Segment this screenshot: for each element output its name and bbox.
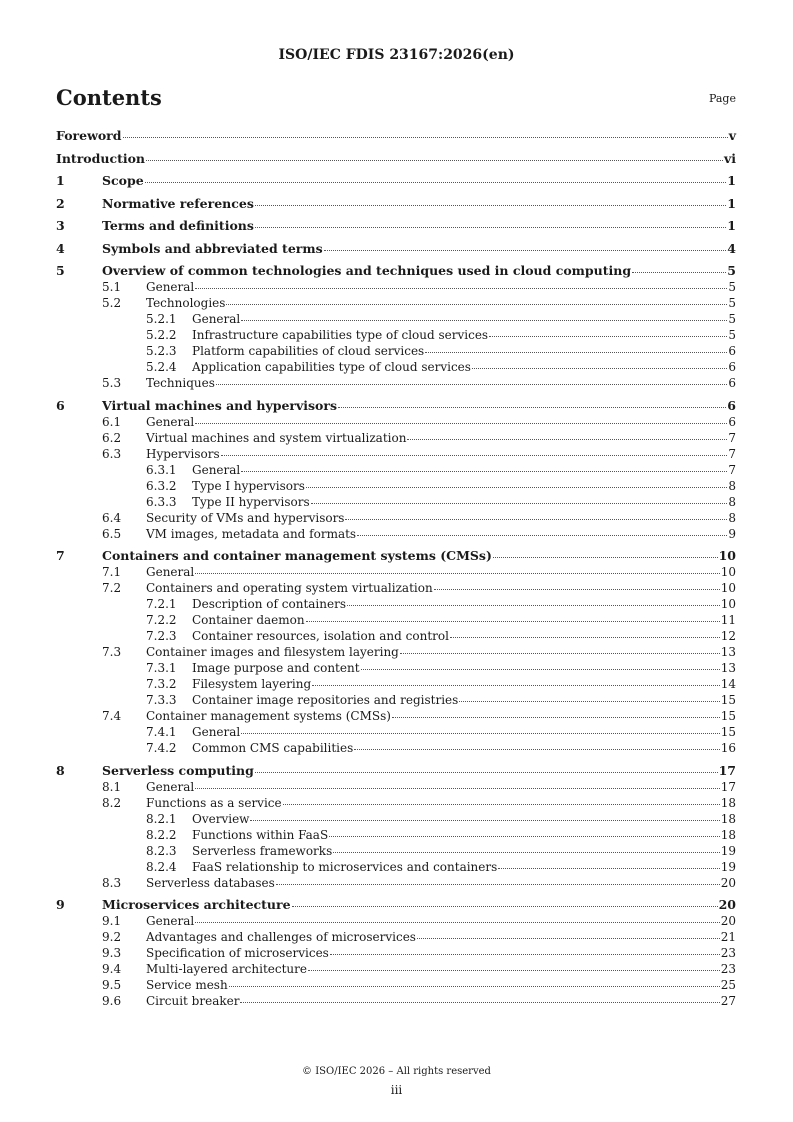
toc-entry[interactable]: [56, 897, 736, 913]
toc-entry-page: 20: [720, 875, 736, 890]
toc-entry-number: 7.4.2: [146, 741, 177, 755]
toc-entry-title: Type II hypervisors: [192, 494, 310, 509]
toc-entry-page: 4: [727, 240, 736, 256]
toc-entry-title: Virtual machines and system virtualization: [146, 430, 407, 445]
toc-entry-number: 5.2.2: [146, 328, 177, 342]
toc-entry-page: 19: [720, 859, 736, 874]
toc-entry[interactable]: [56, 708, 736, 724]
dot-leader: [292, 906, 718, 907]
toc-entry-title: Specification of microservices: [146, 946, 329, 960]
toc-entry[interactable]: [56, 218, 736, 234]
toc-entry-title: Filesystem layering: [192, 677, 312, 691]
toc-entry-page: 13: [720, 661, 736, 675]
toc-entry-page: 1: [727, 195, 736, 211]
toc-entry[interactable]: [56, 375, 736, 391]
dot-leader: [229, 986, 720, 987]
toc-entry[interactable]: [56, 446, 736, 462]
toc-entry-page: 10: [720, 597, 736, 611]
toc-entry-number: 9.1: [102, 914, 122, 928]
toc-entry-title: Advantages and challenges of microservices: [146, 930, 416, 944]
dot-leader: [425, 352, 727, 353]
toc-entry-page: 5: [727, 263, 736, 278]
toc-entry-title: Normative references: [102, 195, 254, 211]
dot-leader: [308, 970, 720, 971]
toc-entry[interactable]: [56, 843, 736, 859]
toc-entry-page: vi: [723, 150, 736, 166]
toc-entry-title: Serverless computing: [102, 762, 254, 778]
toc-entry[interactable]: [56, 795, 736, 811]
toc-entry-number: 1: [56, 173, 65, 188]
toc-entry[interactable]: [56, 359, 736, 375]
toc-entry-page: 10: [718, 548, 736, 563]
toc-entry-title: Functions as a service: [146, 795, 282, 810]
dot-leader: [632, 272, 726, 273]
toc-entry-page: 5: [728, 312, 736, 326]
toc-entry-title: General: [146, 914, 195, 928]
toc-entry-number: 7.1: [102, 565, 122, 579]
toc-entry-page: 17: [720, 779, 736, 794]
toc-entry[interactable]: [56, 151, 736, 167]
toc-entry[interactable]: [56, 929, 736, 945]
dot-leader: [434, 589, 720, 590]
dot-leader: [195, 288, 727, 289]
toc-entry-title: Image purpose and content: [192, 661, 360, 675]
dot-leader: [123, 137, 728, 138]
toc-entry-title: General: [146, 280, 195, 294]
toc-entry[interactable]: [56, 612, 736, 628]
dot-leader: [306, 487, 728, 488]
toc-entry[interactable]: [56, 660, 736, 676]
toc-entry-number: 9.5: [102, 978, 122, 992]
toc-entry-title: Platform capabilities of cloud services: [192, 344, 425, 358]
toc-entry-page: 6: [728, 376, 736, 390]
toc-entry[interactable]: [56, 414, 736, 430]
toc-entry-number: 9: [56, 897, 65, 912]
toc-entry-title: Container daemon: [192, 613, 305, 627]
toc-entry-number: 7.4: [102, 709, 122, 723]
toc-entry[interactable]: [56, 779, 736, 795]
toc-entry[interactable]: [56, 580, 736, 596]
toc-entry-page: 9: [728, 526, 736, 541]
toc-entry-number: 6.5: [102, 526, 122, 541]
toc-entry-page: 10: [720, 581, 736, 595]
toc-entry-page: 19: [720, 843, 736, 858]
toc-entry-number: 7.3.1: [146, 661, 177, 675]
toc-entry-page: 18: [720, 811, 736, 826]
toc-entry[interactable]: [56, 564, 736, 580]
toc-entry[interactable]: [56, 494, 736, 510]
dot-leader: [324, 250, 727, 251]
toc-entry-page: 5: [728, 328, 736, 342]
toc-entry-number: 7.4.1: [146, 725, 177, 739]
dot-leader: [255, 227, 726, 228]
toc-entry-number: 7: [56, 548, 65, 563]
toc-entry-page: 20: [718, 897, 736, 912]
toc-entry[interactable]: [56, 462, 736, 478]
toc-entry-number: 7.2.1: [146, 597, 177, 611]
toc-entry-title: VM images, metadata and formats: [146, 526, 357, 541]
dot-leader: [195, 423, 727, 424]
dot-leader: [241, 320, 727, 321]
dot-leader: [329, 836, 720, 837]
toc-entry-title: FaaS relationship to microservices and containers: [192, 859, 498, 874]
toc-entry-page: 6: [728, 414, 736, 429]
dot-leader: [489, 336, 727, 337]
dot-leader: [330, 954, 720, 955]
toc-entry-title: Serverless databases: [146, 875, 275, 890]
toc-entry-number: 8.2.4: [146, 859, 177, 874]
dot-leader: [361, 669, 720, 670]
toc-entry-number: 8.3: [102, 875, 122, 890]
toc-entry-title: Container images and filesystem layering: [146, 645, 399, 659]
dot-leader: [450, 637, 720, 638]
toc-entry-page: 8: [728, 494, 736, 509]
toc-entry-title: Scope: [102, 173, 144, 188]
toc-entry-page: 11: [720, 613, 736, 627]
toc-entry-number: 5.1: [102, 280, 122, 294]
toc-entry-number: 5.2.4: [146, 360, 177, 374]
dot-leader: [241, 733, 719, 734]
toc-entry-title: Overview: [192, 811, 250, 826]
toc-entry-number: 9.2: [102, 930, 122, 944]
toc-entry-number: 2: [56, 195, 65, 211]
toc-entry[interactable]: [56, 548, 736, 564]
toc-entry-title: Technologies: [146, 296, 226, 310]
toc-entry-title: Service mesh: [146, 978, 228, 992]
toc-entry-number: 5: [56, 263, 65, 278]
table-of-contents: [56, 128, 736, 1009]
dot-leader: [417, 938, 720, 939]
toc-entry-number: 4: [56, 240, 65, 256]
dot-leader: [312, 685, 720, 686]
toc-entry-title: Infrastructure capabilities type of cloud services: [192, 328, 489, 342]
dot-leader: [347, 605, 720, 606]
toc-entry-number: 8.1: [102, 779, 122, 794]
toc-entry[interactable]: [56, 628, 736, 644]
toc-entry-title: Terms and definitions: [102, 218, 254, 233]
toc-entry-page: 21: [720, 930, 736, 944]
toc-entry-title: Overview of common technologies and techniques used in cloud computing: [102, 263, 632, 278]
toc-entry-title: General: [192, 462, 241, 477]
dot-leader: [226, 304, 727, 305]
dot-leader: [472, 368, 727, 369]
toc-entry-page: 6: [728, 360, 736, 374]
toc-entry[interactable]: [56, 977, 736, 993]
toc-entry-page: 5: [728, 280, 736, 294]
toc-entry-page: 12: [720, 629, 736, 643]
toc-entry-page: 18: [720, 827, 736, 842]
toc-entry-number: 7.2.3: [146, 629, 177, 643]
toc-entry-title: Application capabilities type of cloud services: [192, 360, 471, 374]
dot-leader: [392, 717, 720, 718]
toc-entry[interactable]: [56, 263, 736, 279]
toc-entry[interactable]: [56, 827, 736, 843]
toc-entry[interactable]: [56, 173, 736, 189]
toc-entry-number: 8.2.2: [146, 827, 177, 842]
toc-entry-page: v: [728, 128, 736, 143]
toc-entry-number: 7.3.2: [146, 677, 177, 691]
dot-leader: [250, 820, 719, 821]
dot-leader: [195, 573, 719, 574]
toc-entry[interactable]: [56, 644, 736, 660]
toc-entry-number: 7.3.3: [146, 693, 177, 707]
toc-entry-number: 9.3: [102, 946, 122, 960]
toc-entry-title: Serverless frameworks: [192, 843, 333, 858]
dot-leader: [255, 772, 718, 773]
dot-leader: [195, 922, 719, 923]
toc-entry-page: 6: [728, 344, 736, 358]
toc-entry-page: 14: [720, 677, 736, 691]
toc-entry-number: 9.4: [102, 962, 122, 976]
toc-entry-title: General: [192, 312, 241, 326]
toc-entry-page: 15: [720, 725, 736, 739]
dot-leader: [459, 701, 719, 702]
toc-entry-title: Techniques: [146, 376, 215, 390]
page-title: Contents: [56, 85, 162, 110]
toc-entry-page: 13: [720, 645, 736, 659]
toc-entry-page: 20: [720, 914, 736, 928]
toc-entry-number: 6.3: [102, 446, 122, 461]
dot-leader: [338, 407, 726, 408]
toc-entry-title: General: [146, 565, 195, 579]
toc-entry-page: 18: [720, 795, 736, 810]
toc-entry-number: 6.4: [102, 510, 122, 525]
toc-entry-number: 5.3: [102, 376, 122, 390]
toc-entry[interactable]: [56, 295, 736, 311]
toc-entry-page: 25: [720, 978, 736, 992]
dot-leader: [498, 868, 719, 869]
toc-entry-title: Microservices architecture: [102, 897, 291, 912]
toc-entry[interactable]: [56, 740, 736, 756]
toc-entry-page: 16: [720, 741, 736, 755]
toc-entry-number: 7.3: [102, 645, 122, 659]
toc-entry-title: Hypervisors: [146, 446, 220, 461]
toc-entry-number: 6.1: [102, 414, 122, 429]
toc-entry[interactable]: [56, 343, 736, 359]
document-header: ISO/IEC FDIS 23167:2026(en): [278, 47, 515, 63]
toc-entry-number: 6.3.3: [146, 494, 177, 509]
toc-entry-title: General: [146, 414, 195, 429]
dot-leader: [357, 535, 727, 536]
dot-leader: [283, 804, 720, 805]
toc-entry-number: 6.2: [102, 430, 122, 445]
toc-entry-number: 6: [56, 397, 65, 413]
toc-entry[interactable]: [56, 913, 736, 929]
toc-entry-page: 8: [728, 478, 736, 493]
page-column-label: Page: [708, 92, 736, 105]
toc-entry-page: 7: [728, 462, 736, 477]
toc-entry-title: General: [192, 725, 241, 739]
toc-entry-page: 27: [720, 994, 736, 1008]
toc-entry[interactable]: [56, 478, 736, 494]
toc-entry-number: 5.2.1: [146, 312, 177, 326]
toc-entry-number: 7.2.2: [146, 613, 177, 627]
toc-entry-title: Security of VMs and hypervisors: [146, 510, 345, 525]
toc-entry-number: 8.2.1: [146, 811, 177, 826]
toc-entry-page: 15: [720, 693, 736, 707]
toc-entry[interactable]: [56, 596, 736, 612]
dot-leader: [241, 471, 727, 472]
toc-entry-title: Containers and container management systems (CMSs): [102, 548, 492, 563]
toc-entry-number: 9.6: [102, 994, 122, 1008]
dot-leader: [276, 884, 720, 885]
toc-entry-title: Container resources, isolation and control: [192, 629, 449, 643]
dot-leader: [255, 205, 726, 206]
toc-entry-title: Functions within FaaS: [192, 827, 329, 842]
toc-entry[interactable]: [56, 676, 736, 692]
toc-entry[interactable]: [56, 327, 736, 343]
dot-leader: [311, 503, 728, 504]
dot-leader: [216, 384, 728, 385]
toc-entry-page: 7: [728, 430, 736, 445]
copyright-footer: © ISO/IEC 2026 – All rights reserved: [302, 1066, 491, 1077]
toc-entry-page: 10: [720, 565, 736, 579]
dot-leader: [221, 455, 728, 456]
toc-entry-title: Multi-layered architecture: [146, 962, 307, 976]
dot-leader: [195, 788, 719, 789]
toc-entry-number: 5.2.3: [146, 344, 177, 358]
toc-entry[interactable]: [56, 945, 736, 961]
toc-entry-number: 5.2: [102, 296, 122, 310]
page-number: iii: [390, 1083, 403, 1097]
toc-entry[interactable]: [56, 724, 736, 740]
toc-entry-page: 23: [720, 962, 736, 976]
toc-entry-page: 17: [718, 762, 736, 778]
dot-leader: [146, 160, 723, 161]
toc-entry-number: 7.2: [102, 581, 122, 595]
dot-leader: [407, 439, 727, 440]
toc-entry[interactable]: [56, 692, 736, 708]
toc-entry[interactable]: [56, 993, 736, 1009]
toc-entry[interactable]: [56, 763, 736, 779]
toc-entry[interactable]: [56, 811, 736, 827]
toc-entry[interactable]: [56, 311, 736, 327]
dot-leader: [400, 653, 720, 654]
toc-entry-page: 1: [727, 173, 736, 188]
toc-entry[interactable]: [56, 961, 736, 977]
toc-entry[interactable]: [56, 430, 736, 446]
toc-entry-number: 8: [56, 762, 65, 778]
toc-entry-title: Container image repositories and registries: [192, 693, 459, 707]
toc-entry-title: Description of containers: [192, 597, 346, 611]
toc-entry-title: Foreword: [56, 128, 122, 143]
toc-entry-page: 7: [728, 446, 736, 461]
toc-entry-page: 15: [720, 709, 736, 723]
toc-entry-number: 8.2: [102, 795, 122, 810]
toc-entry[interactable]: [56, 510, 736, 526]
toc-entry-page: 8: [728, 510, 736, 525]
toc-entry-page: 23: [720, 946, 736, 960]
dot-leader: [354, 749, 719, 750]
dot-leader: [306, 621, 720, 622]
toc-entry-title: Container management systems (CMSs): [146, 709, 391, 723]
toc-entry[interactable]: [56, 398, 736, 414]
toc-entry-page: 1: [727, 218, 736, 233]
dot-leader: [345, 519, 727, 520]
toc-entry-title: Virtual machines and hypervisors: [102, 397, 337, 413]
dot-leader: [493, 557, 718, 558]
toc-entry-number: 6.3.1: [146, 462, 177, 477]
dot-leader: [145, 182, 727, 183]
toc-entry-title: Containers and operating system virtualization: [146, 581, 433, 595]
toc-entry-number: 8.2.3: [146, 843, 177, 858]
toc-entry-page: 5: [728, 296, 736, 310]
toc-entry[interactable]: [56, 196, 736, 212]
toc-entry[interactable]: [56, 526, 736, 542]
dot-leader: [240, 1002, 719, 1003]
toc-entry[interactable]: [56, 875, 736, 891]
toc-entry-number: 3: [56, 218, 65, 233]
toc-entry-title: General: [146, 779, 195, 794]
toc-entry[interactable]: [56, 859, 736, 875]
toc-entry-title: Circuit breaker: [146, 994, 240, 1008]
toc-entry-page: 6: [727, 397, 736, 413]
toc-entry-title: Common CMS capabilities: [192, 741, 354, 755]
toc-entry[interactable]: [56, 279, 736, 295]
toc-entry-title: Introduction: [56, 150, 146, 166]
dot-leader: [333, 852, 719, 853]
toc-entry-title: Type I hypervisors: [192, 478, 305, 493]
toc-entry[interactable]: [56, 128, 736, 144]
toc-entry-number: 6.3.2: [146, 478, 177, 493]
toc-entry-title: Symbols and abbreviated terms: [102, 240, 323, 256]
toc-entry[interactable]: [56, 241, 736, 257]
